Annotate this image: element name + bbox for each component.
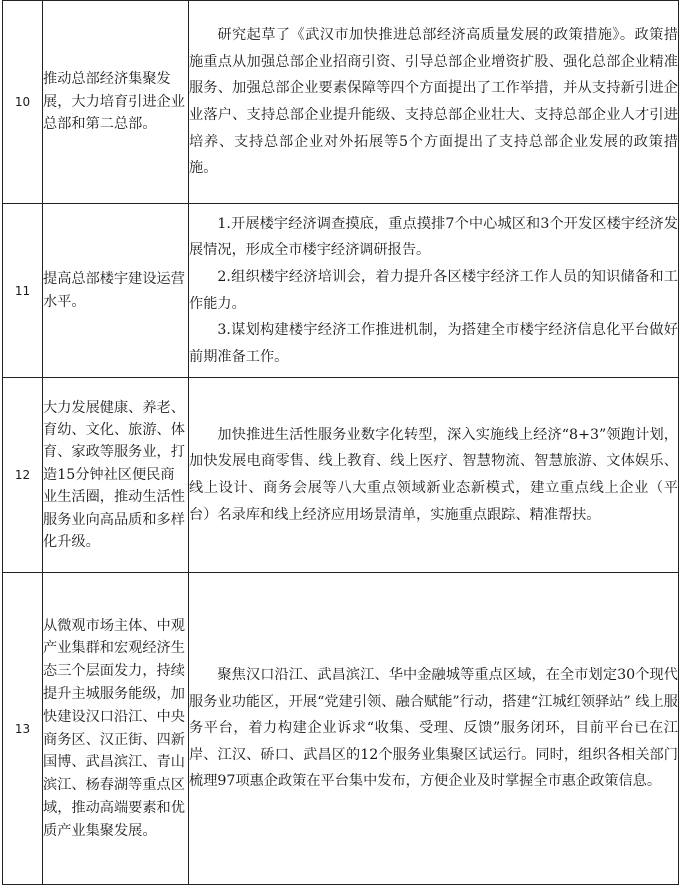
measure-cell [189,573,679,885]
measure-paragraph: 聚焦汉口沿江、武昌滨江、华中金融城等重点区域，在全市划定30个现代服务业功能区，开展“党建引领、融合赋能”行动，搭建“江城红领驿站” 线上服务平台，着力构建企业诉求“收集、受理、反馈”服务闭环，目前平台已在江岸、江汉、硚口、武昌区的12个服务业集聚区试运行。同时，组织各相关部门梳理97项惠企政策在平台集中发布，方便企业及时掌握全市惠企政策信息。 [189,667,678,790]
task-cell: 大力发展健康、养老、育幼、文化、旅游、体育、家政等服务业，打造15分钟社区便民商业生活圈，推动生活性服务业向高品质和多样化升级。 [43,378,189,573]
measure-paragraph: 研究起草了《武汉市加快推进总部经济高质量发展的政策措施》。政策措施重点从加强总部企业招商引资、引导总部企业增资扩股、强化总部企业精准服务、加强总部企业要素保障等四个方面提出了工作举措，并从支持新引进企业落户、支持总部企业提升能级、支持总部企业壮大、支持总部企业人才引进培养、支持总部企业对外拓展等5个方面提出了支持总部企业发展的政策措施。 [189,27,678,177]
task-cell: 提高总部楼宇建设运营水平。 [43,204,189,378]
measure-paragraph: 2.组织楼宇经济培训会，着力提升各区楼宇经济工作人员的知识储备和工作能力。 [189,268,678,312]
row-number: 12 [3,378,43,573]
measure-paragraph: 加快推进生活性服务业数字化转型，深入实施线上经济“8+3”领跑计划，加快发展电商零售、线上教育、线上医疗、智慧物流、智慧旅游、文体娱乐、线上设计、商务会展等八大重点领域新业态新模式，建立重点线上企业（平台）名录库和线上经济应用场景清单，实施重点跟踪、精准帮扶。 [189,426,678,523]
table-row [3,378,679,573]
measure-cell [189,204,679,378]
row-number: 11 [3,204,43,378]
table-row [3,573,679,885]
policy-measures-table [2,0,679,885]
task-cell: 从微观市场主体、中观产业集群和宏观经济生态三个层面发力，持续提升主城服务能级，加快建设汉口沿江、中央商务区、汉正街、四新国博、武昌滨江、青山滨江、杨春湖等重点区域，推动高端要素和优质产业集聚发展。 [43,573,189,885]
measure-paragraph: 1.开展楼宇经济调查摸底，重点摸排7个中心城区和3个开发区楼宇经济发展情况，形成全市楼宇经济调研报告。 [189,215,678,259]
table-row [3,204,679,378]
measure-cell [189,1,679,204]
measure-cell [189,378,679,573]
task-cell: 推动总部经济集聚发展，大力培育引进企业总部和第二总部。 [43,1,189,204]
table-row [3,1,679,204]
row-number: 10 [3,1,43,204]
measure-paragraph: 3.谋划构建楼宇经济工作推进机制，为搭建全市楼宇经济信息化平台做好前期准备工作。 [189,322,678,365]
row-number: 13 [3,573,43,885]
